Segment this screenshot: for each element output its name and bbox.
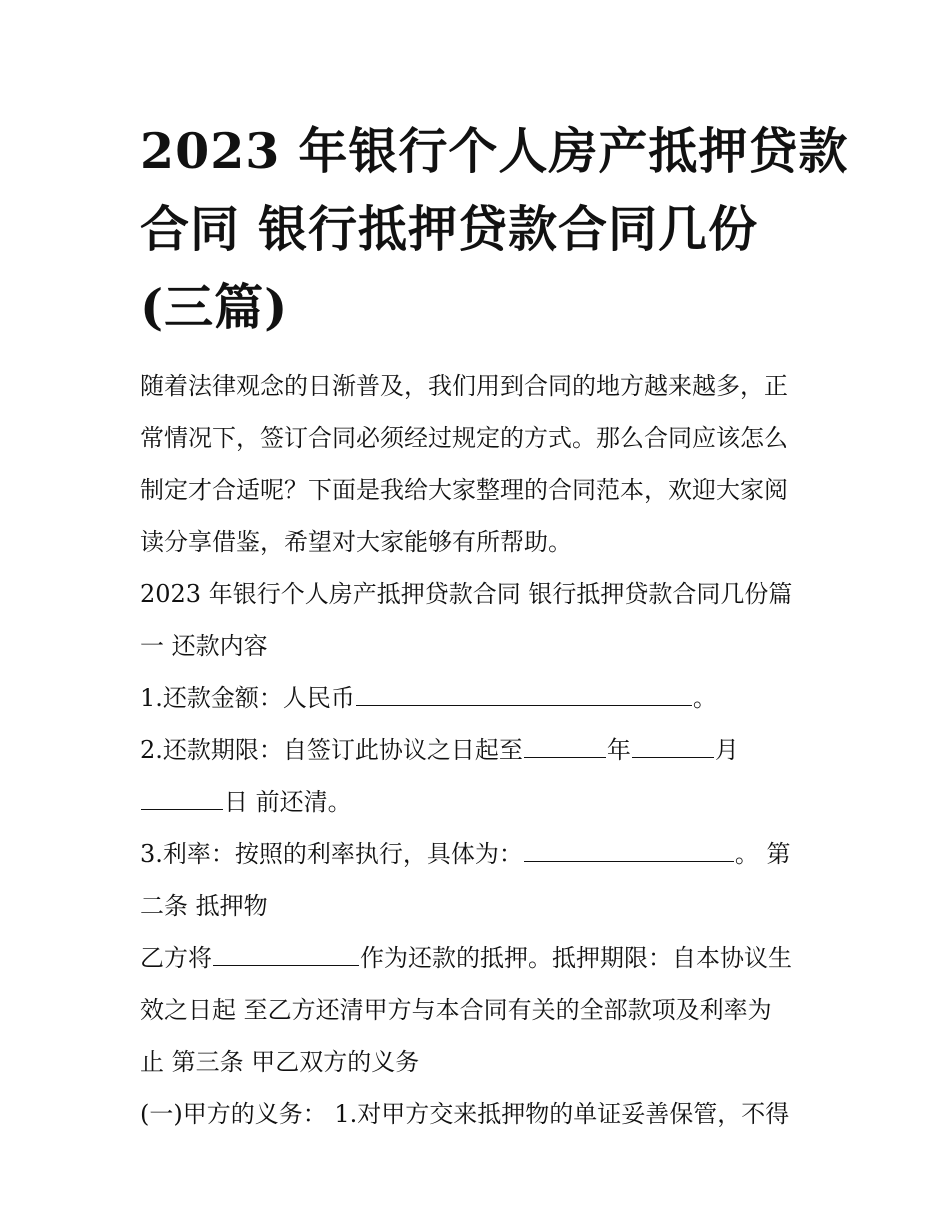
repayment-term-line-1 xyxy=(140,724,810,776)
repayment-term-label: 2.还款期限：自签订此协议之日起至 xyxy=(140,736,523,764)
interest-rate-line-1 xyxy=(140,828,810,880)
intro-line-2: 常情况下，签订合同必须经过规定的方式。那么合同应该怎么 xyxy=(140,424,788,452)
title-line-3: (三篇) xyxy=(140,278,289,336)
document-page xyxy=(140,112,849,1140)
interest-rate-blank xyxy=(524,839,734,862)
day-label: 日 前还清。 xyxy=(224,788,352,816)
day-blank xyxy=(141,787,223,810)
intro-line-4: 读分享借鉴，希望对大家能够有所帮助。 xyxy=(140,528,572,556)
interest-rate-line-2: 二条 抵押物 xyxy=(140,892,268,920)
section-heading-line-2: 一 还款内容 xyxy=(140,632,268,660)
interest-rate-end: 。 第 xyxy=(734,840,791,868)
obligations-line-1: (一)甲方的义务： 1.对甲方交来抵押物的单证妥善保管，不得 xyxy=(140,1100,790,1128)
intro-line-1: 随着法律观念的日渐普及，我们用到合同的地方越来越多，正 xyxy=(140,372,788,400)
month-blank xyxy=(632,735,714,758)
obligations-clause xyxy=(140,1088,810,1140)
interest-rate-label: 3.利率：按照的利率执行，具体为： xyxy=(140,840,523,868)
title-line-1: 2023 年银行个人房产抵押贷款 xyxy=(140,122,849,180)
year-blank xyxy=(524,735,606,758)
collateral-clause xyxy=(140,932,810,1088)
collateral-line-3: 止 第三条 甲乙双方的义务 xyxy=(140,1048,420,1076)
repayment-amount-clause xyxy=(140,672,810,724)
section-heading xyxy=(140,568,810,672)
section-heading-line-1: 2023 年银行个人房产抵押贷款合同 银行抵押贷款合同几份篇 xyxy=(140,580,793,608)
year-label: 年 xyxy=(606,736,631,764)
repayment-amount-end: 。 xyxy=(692,684,717,712)
intro-line-3: 制定才合适呢？下面是我给大家整理的合同范本，欢迎大家阅 xyxy=(140,476,788,504)
collateral-blank xyxy=(213,943,359,966)
collateral-text: 作为还款的抵押。抵押期限：自本协议生 xyxy=(360,944,792,972)
repayment-amount-line xyxy=(140,672,810,724)
title-line-2: 合同 银行抵押贷款合同几份 xyxy=(140,200,759,258)
repayment-amount-label: 1.还款金额：人民币 xyxy=(140,684,355,712)
interest-rate-clause xyxy=(140,828,810,932)
repayment-term-clause xyxy=(140,724,810,828)
collateral-label: 乙方将 xyxy=(140,944,212,972)
collateral-line-2: 效之日起 至乙方还清甲方与本合同有关的全部款项及利率为 xyxy=(140,996,772,1024)
document-title xyxy=(140,112,849,346)
month-label: 月 xyxy=(714,736,739,764)
amount-blank xyxy=(356,683,692,706)
repayment-term-line-2 xyxy=(140,776,810,828)
intro-paragraph xyxy=(140,360,810,568)
collateral-line-1 xyxy=(140,932,810,984)
